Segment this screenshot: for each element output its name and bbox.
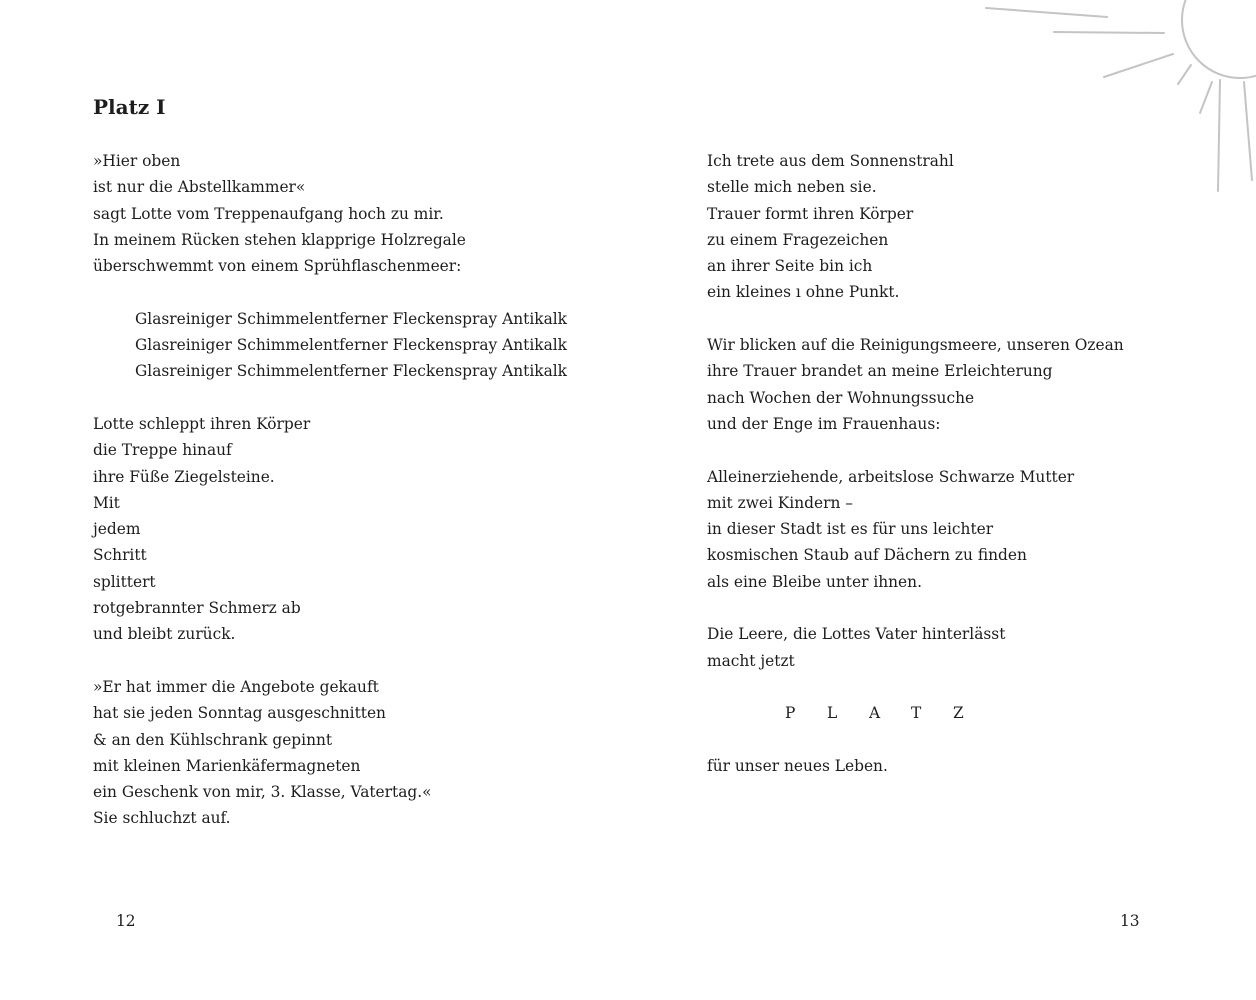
sun-ray (1218, 80, 1220, 191)
poem-line: Wir blicken auf die Reinigungsmeere, unseren Ozean (707, 336, 1124, 355)
poem-line: ist nur die Abstellkammer« (93, 178, 306, 197)
poem-line: und bleibt zurück. (93, 625, 236, 644)
spaced-letter: Z (953, 704, 964, 723)
stanza-break (93, 648, 567, 674)
poem-line: ihre Trauer brandet an meine Erleichterung (707, 362, 1053, 381)
poem-line-indented: Glasreiniger Schimmelentferner Fleckenspray Antikalk (135, 309, 568, 328)
sun-ray (986, 8, 1107, 17)
poem-line: hat sie jeden Sonntag ausgeschnitten (93, 704, 386, 723)
poem-line: mit kleinen Marienkäfermagneten (93, 756, 361, 775)
poem-line: Schritt (93, 546, 147, 565)
sun-outline-icon (980, 0, 1256, 200)
poem-line: sagt Lotte vom Treppenaufgang hoch zu mir. (93, 204, 444, 223)
page-number-left: 12 (116, 912, 136, 930)
poem-line: zu einem Fragezeichen (707, 230, 889, 249)
left-poem-column (93, 148, 567, 832)
poem-line: die Treppe hinauf (93, 441, 232, 460)
poem-line: Die Leere, die Lottes Vater hinterlässt (707, 625, 1006, 644)
sun-ray (1244, 82, 1252, 180)
stanza-break (707, 674, 1124, 700)
poem-line: nach Wochen der Wohnungssuche (707, 388, 975, 407)
stanza-break (707, 727, 1124, 753)
poem-line: mit zwei Kindern – (707, 493, 853, 512)
poem-line: »Hier oben (93, 152, 181, 170)
stanza-break (707, 437, 1124, 463)
poem-line: ein kleines ı ohne Punkt. (707, 283, 900, 302)
sun-ray (1178, 65, 1191, 84)
poem-line: ein Geschenk von mir, 3. Klasse, Vatertag.« (93, 783, 432, 802)
poem-title: Platz I (93, 95, 166, 119)
poem-line: für unser neues Leben. (707, 756, 888, 775)
poem-line: Mit (93, 493, 120, 512)
poem-line: und der Enge im Frauenhaus: (707, 414, 941, 433)
poem-line: »Er hat immer die Angebote gekauft (93, 677, 379, 696)
spaced-letter: L (827, 704, 838, 723)
poem-line: ihre Füße Ziegelsteine. (93, 467, 275, 486)
poem-line-indented: Glasreiniger Schimmelentferner Fleckenspray Antikalk (135, 336, 568, 355)
poem-line: macht jetzt (707, 651, 795, 670)
poem-line: als eine Bleibe unter ihnen. (707, 572, 922, 591)
poem-line: In meinem Rücken stehen klapprige Holzregale (93, 230, 466, 249)
spaced-letter: P (785, 704, 796, 723)
spaced-letter: T (911, 704, 922, 723)
right-poem-column (707, 148, 1124, 779)
poem-line: jedem (93, 520, 141, 539)
poem-line-indented: Glasreiniger Schimmelentferner Fleckenspray Antikalk (135, 362, 568, 381)
poem-line: rotgebrannter Schmerz ab (93, 599, 301, 618)
stanza-break (93, 279, 567, 305)
poem-line: Sie schluchzt auf. (93, 809, 231, 828)
poem-line: Ich trete aus dem Sonnenstrahl (707, 152, 954, 170)
sun-circle (1182, 0, 1256, 78)
poem-line: Lotte schleppt ihren Körper (93, 414, 311, 433)
poem-line: in dieser Stadt ist es für uns leichter (707, 520, 994, 539)
stanza-break (707, 306, 1124, 332)
poem-line: Trauer formt ihren Körper (707, 204, 914, 223)
stanza-break (707, 595, 1124, 621)
poem-line: Alleinerziehende, arbeitslose Schwarze Mutter (707, 467, 1075, 486)
poem-line: überschwemmt von einem Sprühflaschenmeer: (93, 257, 462, 276)
poem-line: splittert (93, 572, 156, 591)
spaced-letter: A (869, 704, 881, 723)
page-number-right: 13 (1120, 912, 1140, 930)
poem-line: an ihrer Seite bin ich (707, 257, 873, 276)
sun-ray (1104, 54, 1173, 77)
poem-line: & an den Kühlschrank gepinnt (93, 730, 333, 749)
poem-line: stelle mich neben sie. (707, 178, 877, 197)
poem-line: kosmischen Staub auf Dächern zu finden (707, 546, 1027, 565)
spaced-word-platz (707, 700, 1124, 726)
sun-ray (1200, 82, 1212, 113)
sun-ray (1054, 32, 1164, 33)
stanza-break (93, 385, 567, 411)
